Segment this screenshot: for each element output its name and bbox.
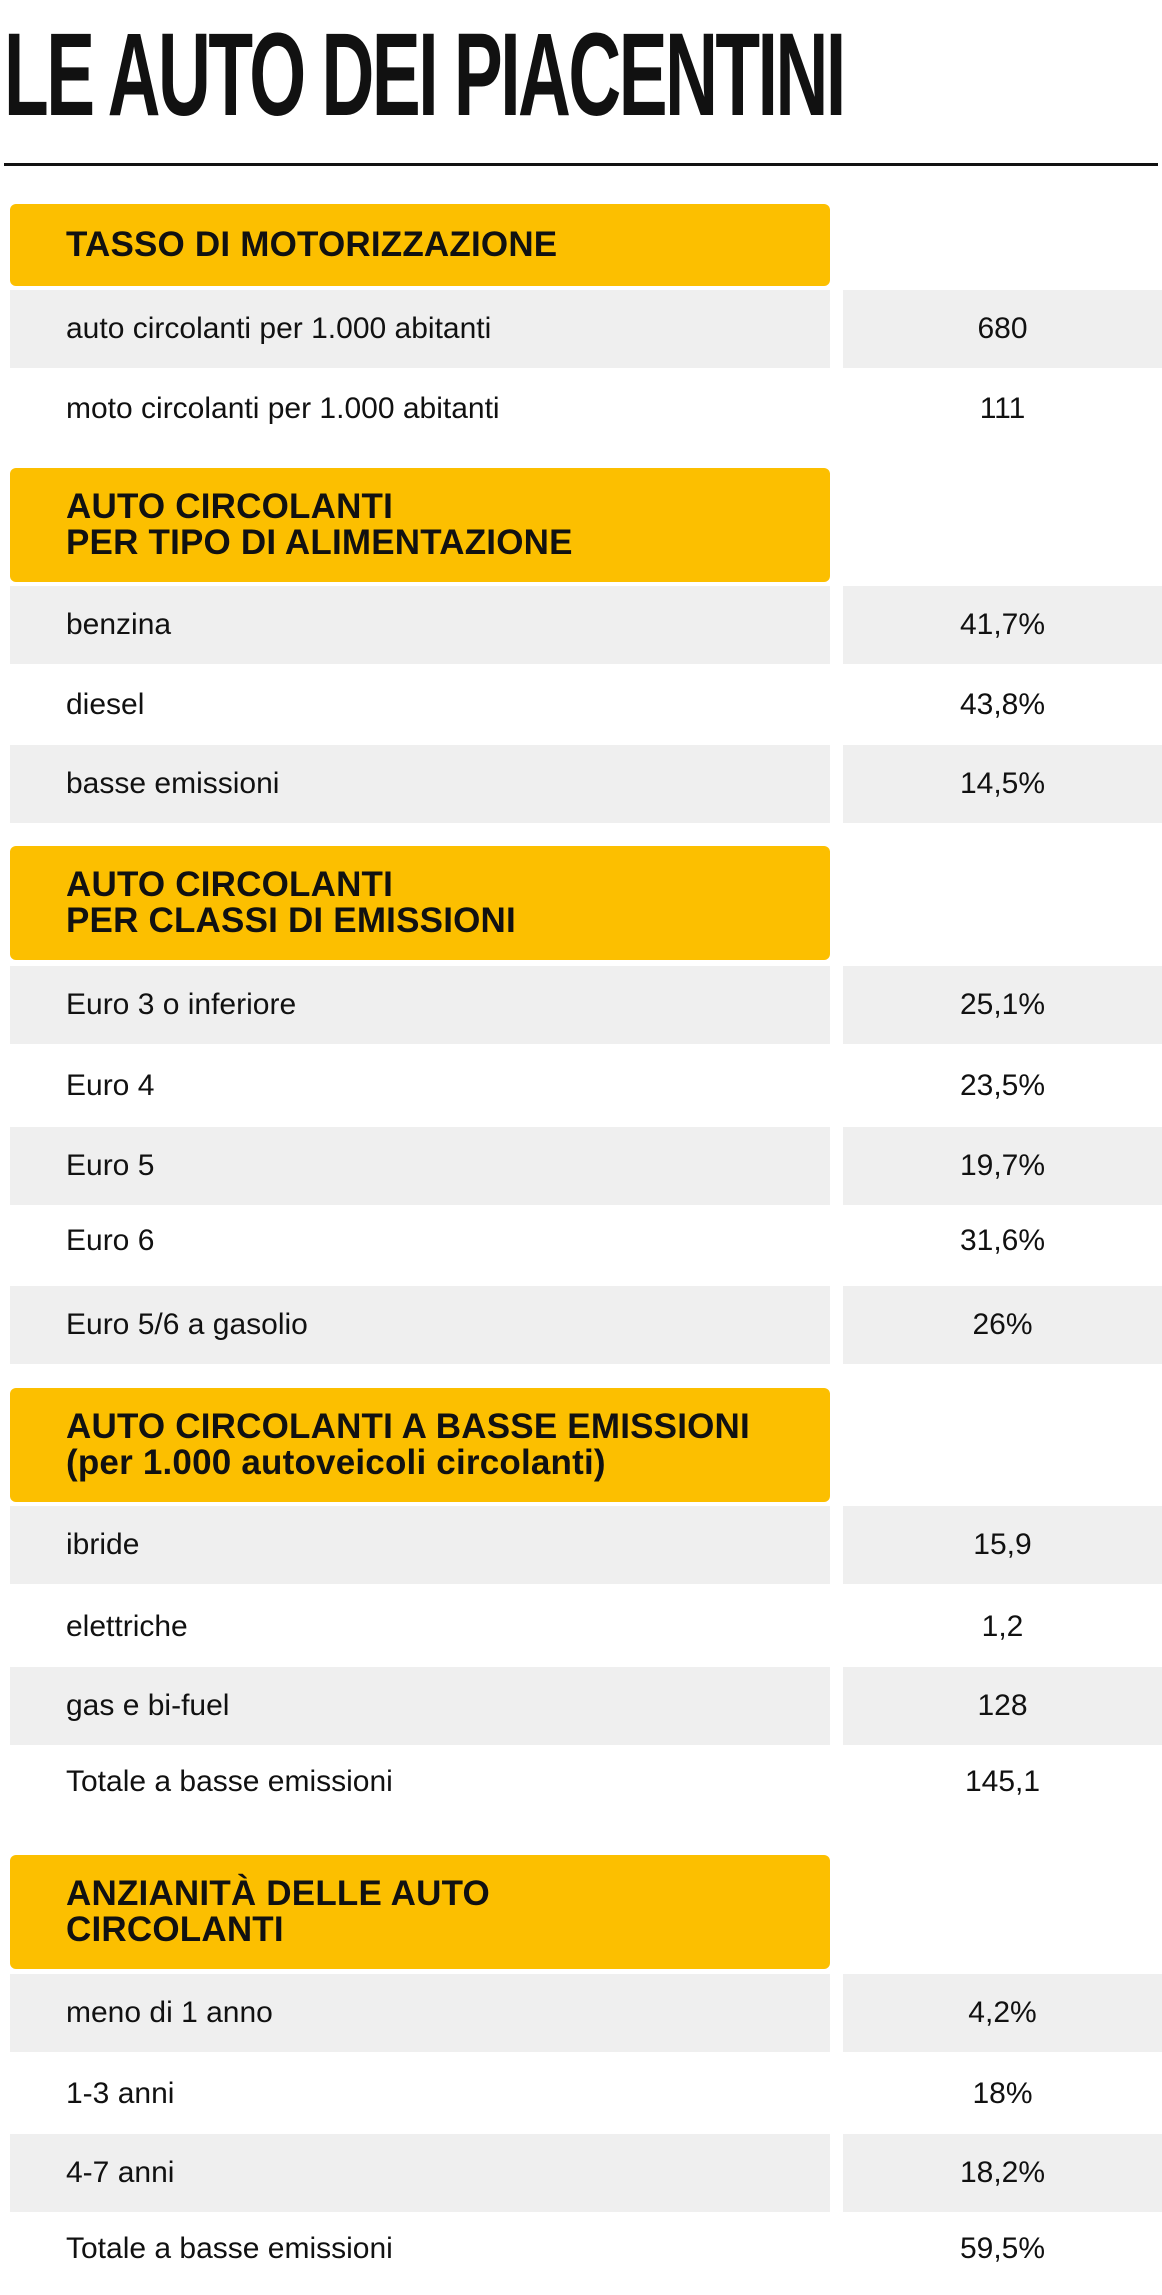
section-header-text: AUTO CIRCOLANTI PER TIPO DI ALIMENTAZIONE (66, 487, 573, 562)
table-row (10, 966, 1162, 1044)
row-label: Euro 6 (66, 1224, 155, 1257)
row-value: 41,7% (843, 586, 1162, 664)
row-label: gas e bi-fuel (10, 1667, 830, 1745)
row-label: diesel (66, 688, 145, 721)
row-label: 1-3 anni (66, 2077, 175, 2110)
table-row-total (10, 2210, 1162, 2288)
row-value: 59,5% (959, 2232, 1046, 2265)
row-value: 18,2% (843, 2134, 1162, 2212)
row-label: Euro 5/6 a gasolio (10, 1286, 830, 1364)
table-row (10, 666, 1162, 744)
section-header-classi-emissioni (10, 846, 830, 960)
row-value: 145,1 (964, 1765, 1041, 1798)
table-row (10, 745, 1162, 823)
page-title: LE AUTO DEI PIACENTINI (4, 9, 844, 141)
table-row (10, 370, 1162, 448)
row-label: Euro 4 (66, 1069, 155, 1102)
row-label: benzina (10, 586, 830, 664)
row-label: 4-7 anni (10, 2134, 830, 2212)
table-row (10, 1127, 1162, 1205)
row-label: basse emissioni (10, 745, 830, 823)
row-label: Euro 5 (10, 1127, 830, 1205)
row-label: auto circolanti per 1.000 abitanti (10, 290, 830, 368)
row-label: Totale a basse emissioni (66, 2232, 393, 2265)
table-row (10, 2055, 1162, 2133)
row-value: 18% (972, 2077, 1033, 2110)
row-label: ibride (10, 1506, 830, 1584)
table-row (10, 1286, 1162, 1364)
row-value: 19,7% (843, 1127, 1162, 1205)
title-divider (4, 163, 1158, 166)
row-value: 15,9 (843, 1506, 1162, 1584)
table-row (10, 1202, 1162, 1280)
row-label: meno di 1 anno (10, 1974, 830, 2052)
table-row (10, 2134, 1162, 2212)
table-row (10, 586, 1162, 664)
section-header-motorizzazione (10, 204, 830, 286)
row-label: Euro 3 o inferiore (10, 966, 830, 1044)
table-row-total (10, 1743, 1162, 1821)
section-header-text: ANZIANITÀ DELLE AUTO CIRCOLANTI (66, 1874, 490, 1949)
section-header-text: AUTO CIRCOLANTI PER CLASSI DI EMISSIONI (66, 865, 516, 940)
table-row (10, 1974, 1162, 2052)
section-header-basse-emissioni (10, 1388, 830, 1502)
table-row (10, 1588, 1162, 1666)
row-value: 1,2 (981, 1610, 1024, 1643)
table-row (10, 1047, 1162, 1125)
table-row (10, 1667, 1162, 1745)
row-value: 128 (843, 1667, 1162, 1745)
table-row (10, 290, 1162, 368)
row-label: elettriche (66, 1610, 188, 1643)
row-value: 43,8% (959, 688, 1046, 721)
section-header-anzianita (10, 1855, 830, 1969)
row-value: 14,5% (843, 745, 1162, 823)
section-header-alimentazione (10, 468, 830, 582)
row-value: 680 (843, 290, 1162, 368)
table-row (10, 1506, 1162, 1584)
row-value: 25,1% (843, 966, 1162, 1044)
section-header-text: AUTO CIRCOLANTI A BASSE EMISSIONI (per 1.000 autoveicoli circolanti) (66, 1407, 750, 1482)
row-label: moto circolanti per 1.000 abitanti (66, 392, 500, 425)
row-value: 111 (979, 392, 1026, 425)
row-value: 4,2% (843, 1974, 1162, 2052)
row-value: 23,5% (959, 1069, 1046, 1102)
section-header-text: TASSO DI MOTORIZZAZIONE (66, 225, 558, 264)
row-label: Totale a basse emissioni (66, 1765, 393, 1798)
row-value: 31,6% (959, 1224, 1046, 1257)
row-value: 26% (843, 1286, 1162, 1364)
